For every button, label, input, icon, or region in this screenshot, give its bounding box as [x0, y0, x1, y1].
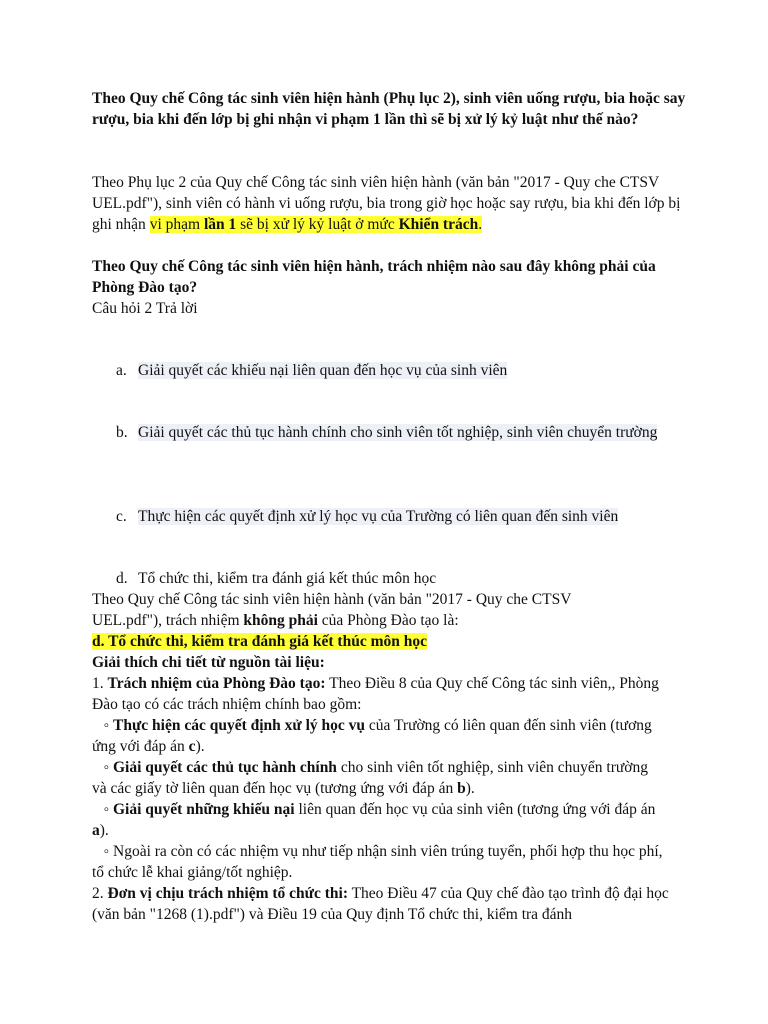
explanation-bullet-3: ◦ Giải quyết những khiếu nại liên quan đến học vụ của sinh viên (tương ứng với đáp án a).	[92, 801, 656, 839]
answer-2-correct: d. Tổ chức thi, kiểm tra đánh giá kết thúc môn học	[92, 633, 427, 650]
answer-1	[92, 172, 692, 235]
explanation-bullet-1: ◦ Thực hiện các quyết định xử lý học vụ của Trường có liên quan đến sinh viên (tương ứng với đáp án c).	[92, 717, 652, 755]
option-b-text: Giải quyết các thủ tục hành chính cho sinh viên tốt nghiệp, sinh viên chuyển trường	[138, 424, 658, 441]
explanation-title: Giải thích chi tiết từ nguồn tài liệu:	[92, 654, 325, 671]
question-1: Theo Quy chế Công tác sinh viên hiện hành (Phụ lục 2), sinh viên uống rượu, bia hoặc say rượu, bia khi đến lớp bị ghi nhận vi phạm 1 lần thì sẽ bị xử lý kỷ luật như thế nào?	[92, 90, 686, 128]
option-c-text: Thực hiện các quyết định xử lý học vụ của Trường có liên quan đến sinh viên	[138, 508, 619, 525]
explanation-point-1: 1. Trách nhiệm của Phòng Đào tạo: Theo Điều 8 của Quy chế Công tác sinh viên,, Phòng Đào tạo có các trách nhiệm chính bao gồm:	[92, 675, 659, 713]
bullet-icon: ◦	[103, 843, 110, 860]
option-c-label: c.	[116, 508, 127, 525]
bullet-icon: ◦	[103, 717, 110, 734]
option-a-label: a.	[116, 362, 127, 379]
option-d-label: d.	[116, 570, 128, 587]
option-a-text: Giải quyết các khiếu nại liên quan đến học vụ của sinh viên	[138, 362, 508, 379]
option-b-label: b.	[116, 424, 128, 441]
explanation-point-2: 2. Đơn vị chịu trách nhiệm tổ chức thi: Theo Điều 47 của Quy chế đào tạo trình độ đại học (văn bản "1268 (1).pdf") và Điều 19 của Quy định Tổ chức thi, kiểm tra đánh	[92, 885, 669, 923]
question-2: Theo Quy chế Công tác sinh viên hiện hành, trách nhiệm nào sau đây không phải của Phòng Đào tạo?	[92, 258, 656, 296]
answer-1-highlight: vi phạm lần 1 sẽ bị xử lý kỷ luật ở mức Khiển trách.	[149, 216, 483, 233]
explanation-bullet-2: ◦ Giải quyết các thủ tục hành chính cho sinh viên tốt nghiệp, sinh viên chuyển trường và các giấy tờ liên quan đến học vụ (tương ứng với đáp án b).	[92, 759, 648, 797]
answer-2-intro: Theo Quy chế Công tác sinh viên hiện hành (văn bản "2017 - Quy che CTSV UEL.pdf"), trách nhiệm không phải của Phòng Đào tạo là:	[92, 591, 572, 629]
question-2-subtitle: Câu hỏi 2 Trả lời	[92, 300, 198, 317]
bullet-icon: ◦	[103, 801, 110, 818]
answer-1-intro: Theo Phụ lục 2 của Quy chế Công tác sinh viên hiện hành (văn bản "2017 - Quy che CTSV UEL.pdf"), sinh viên có hành vi uống rượu, bia trong giờ học hoặc say rượu, bia khi đến lớp bị ghi nhận	[92, 174, 681, 233]
explanation-bullet-4: ◦ Ngoài ra còn có các nhiệm vụ như tiếp nhận sinh viên trúng tuyển, phối hợp thu học phí, tổ chức lễ khai giảng/tốt nghiệp.	[92, 843, 663, 881]
bullet-icon: ◦	[103, 759, 110, 776]
option-d-text: Tổ chức thi, kiểm tra đánh giá kết thúc môn học	[138, 570, 437, 587]
